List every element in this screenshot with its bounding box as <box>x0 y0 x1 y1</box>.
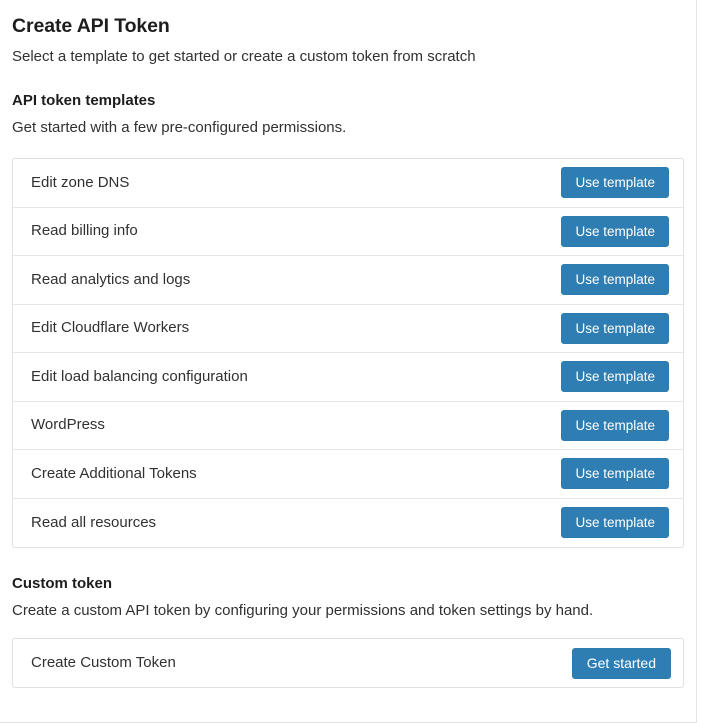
use-template-button[interactable]: Use template <box>561 507 669 538</box>
use-template-button[interactable]: Use template <box>561 361 669 392</box>
use-template-button[interactable]: Use template <box>561 264 669 295</box>
table-row <box>13 159 683 208</box>
page-subtitle: Select a template to get started or create a custom token from scratch <box>12 48 476 65</box>
custom-section-description: Create a custom API token by configuring your permissions and token settings by hand. <box>12 602 594 619</box>
custom-token-section <box>12 574 684 688</box>
templates-section-description: Get started with a few pre-configured permissions. <box>12 119 347 136</box>
template-name: Read analytics and logs <box>31 270 191 288</box>
custom-token-name: Create Custom Token <box>31 654 176 671</box>
table-row <box>13 639 683 687</box>
use-template-button[interactable]: Use template <box>561 216 669 247</box>
use-template-button[interactable]: Use template <box>561 167 669 198</box>
table-row <box>13 450 683 499</box>
table-row <box>13 305 683 354</box>
template-name: WordPress <box>31 416 105 434</box>
table-row <box>13 256 683 305</box>
template-name: Edit zone DNS <box>31 173 130 191</box>
api-token-templates-section <box>12 91 684 548</box>
use-template-button[interactable]: Use template <box>561 410 669 441</box>
bottom-spacer <box>12 688 684 710</box>
template-list <box>12 158 684 548</box>
template-name: Create Additional Tokens <box>31 464 197 482</box>
table-row <box>13 499 683 548</box>
table-row <box>13 402 683 451</box>
custom-section-heading: Custom token <box>12 575 113 592</box>
template-name: Edit Cloudflare Workers <box>31 319 190 337</box>
page-title: Create API Token <box>12 15 170 37</box>
template-name: Read all resources <box>31 513 157 531</box>
template-name: Edit load balancing configuration <box>31 367 248 385</box>
table-row <box>13 353 683 402</box>
get-started-button[interactable]: Get started <box>572 648 671 679</box>
custom-token-list <box>12 638 684 688</box>
table-row <box>13 208 683 257</box>
use-template-button[interactable]: Use template <box>561 458 669 489</box>
template-name: Read billing info <box>31 222 138 240</box>
templates-section-heading: API token templates <box>12 92 156 109</box>
use-template-button[interactable]: Use template <box>561 313 669 344</box>
